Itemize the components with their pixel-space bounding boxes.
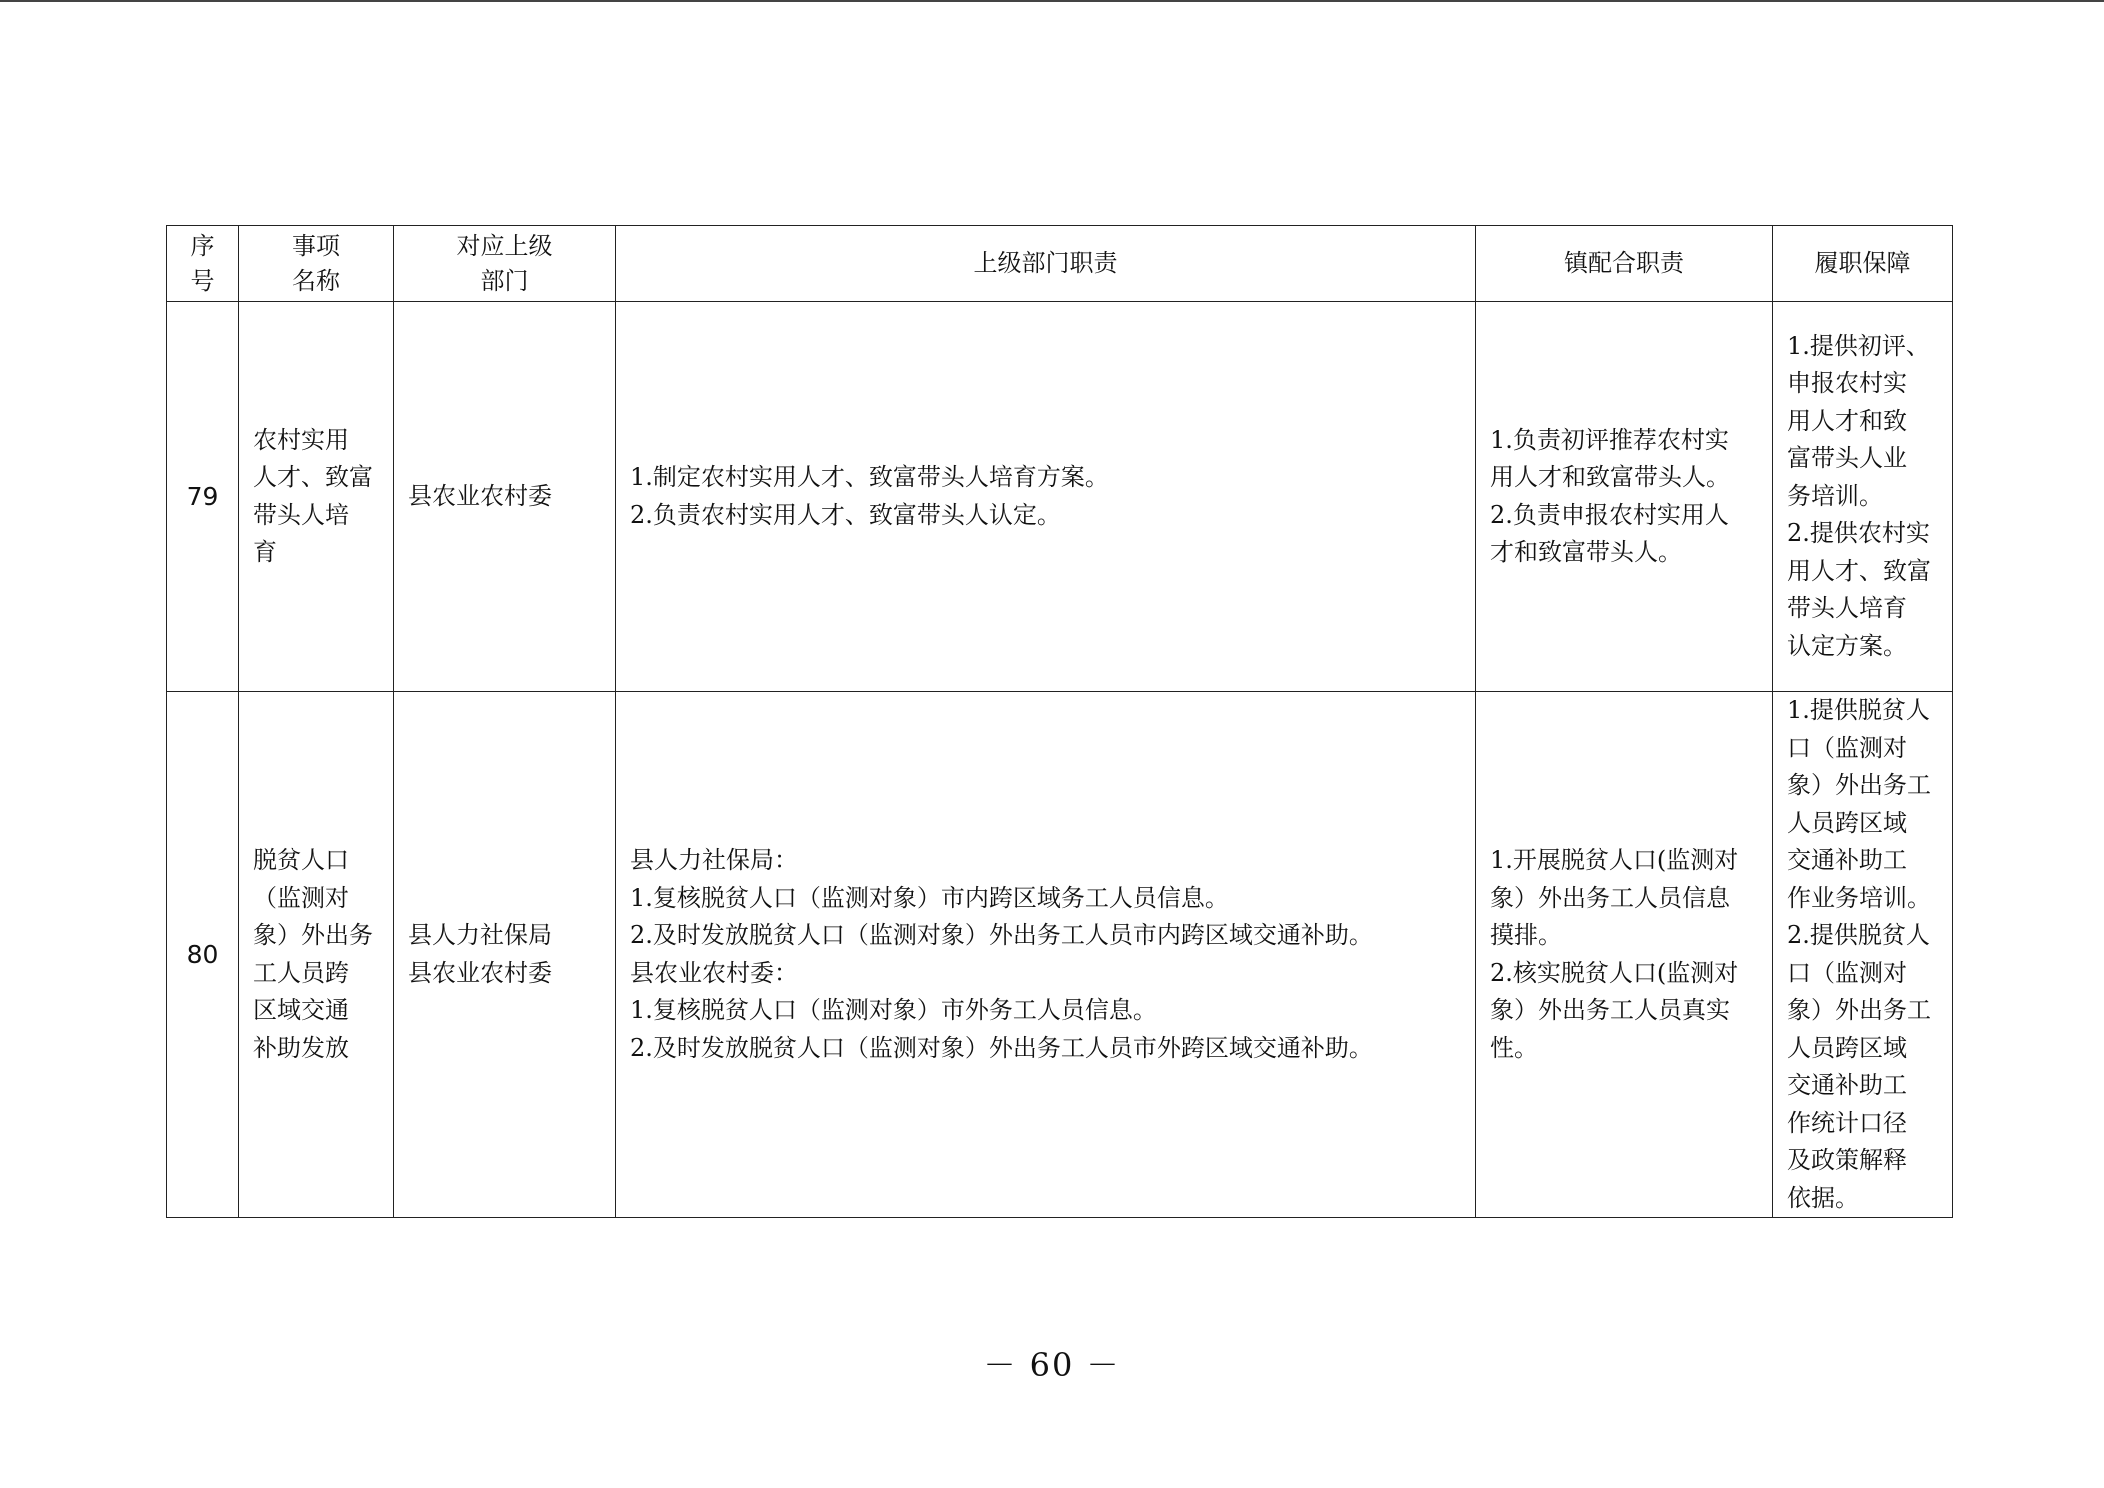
row-town-duty (1476, 692, 1773, 1218)
header-dept-line: 对应上级 (456, 231, 553, 260)
header-town-duty: 镇配合职责 (1476, 226, 1773, 302)
town-duty-line: 用人才和致富带头人。 (1490, 463, 1730, 491)
top-border-line (0, 0, 2104, 2)
item-line: 人才、致富 (253, 463, 373, 491)
item-line: 象）外出务 (253, 921, 373, 949)
row-department (394, 302, 616, 692)
guarantee-line: 1.提供初评、 (1787, 331, 1930, 360)
town-duty-line: 才和致富带头人。 (1490, 538, 1682, 566)
row-town-duty (1476, 302, 1773, 692)
table-header-row (167, 226, 1953, 302)
item-line: 区域交通 (253, 996, 349, 1024)
guarantee-line: 及政策解释 (1787, 1146, 1907, 1174)
upper-duty-line: 1.复核脱贫人口（监测对象）市内跨区域务工人员信息。 (630, 883, 1229, 912)
duty-table (166, 225, 1953, 1218)
guarantee-line: 申报农村实 (1787, 369, 1907, 398)
guarantee-line: 作统计口径 (1787, 1108, 1907, 1137)
header-upper-department (394, 226, 616, 302)
header-dept-line: 部门 (480, 266, 529, 295)
table-row (167, 692, 1953, 1218)
guarantee-line: 2.提供脱贫人 (1787, 921, 1930, 949)
guarantee-line: 1.提供脱贫人 (1787, 696, 1930, 724)
upper-duty-line: 2.及时发放脱贫人口（监测对象）外出务工人员市外跨区域交通补助。 (630, 1033, 1373, 1062)
guarantee-line: 带头人培育 (1787, 594, 1907, 623)
item-line: 育 (253, 538, 277, 566)
guarantee-line: 口（监测对 (1787, 958, 1907, 987)
header-item-line: 事项 (292, 231, 340, 260)
guarantee-line: 2.提供农村实 (1787, 519, 1930, 548)
item-line: 带头人培 (253, 500, 349, 529)
item-line: 脱贫人口 (253, 846, 349, 874)
town-duty-line: 2.负责申报农村实用人 (1490, 500, 1729, 529)
guarantee-line: 人员跨区域 (1787, 808, 1907, 837)
item-line: （监测对 (253, 883, 349, 912)
header-guarantee: 履职保障 (1773, 226, 1953, 302)
upper-duty-line: 县人力社保局： (630, 846, 798, 874)
row-guarantee (1773, 302, 1953, 692)
town-duty-line: 象）外出务工人员信息 (1490, 883, 1730, 912)
upper-duty-line: 1.复核脱贫人口（监测对象）市外务工人员信息。 (630, 996, 1157, 1024)
row-upper-duty (616, 692, 1476, 1218)
row-department (394, 692, 616, 1218)
town-duty-line: 1.开展脱贫人口(监测对 (1490, 846, 1739, 874)
upper-duty-line: 1.制定农村实用人才、致富带头人培育方案。 (630, 463, 1109, 491)
header-seq (167, 226, 239, 302)
guarantee-line: 交通补助工 (1787, 1071, 1907, 1099)
guarantee-line: 富带头人业 (1787, 444, 1907, 473)
guarantee-line: 交通补助工 (1787, 846, 1907, 874)
header-item-line: 名称 (292, 266, 340, 295)
guarantee-line: 口（监测对 (1787, 733, 1907, 762)
town-duty-line: 1.负责初评推荐农村实 (1490, 425, 1729, 454)
town-duty-line: 象）外出务工人员真实 (1490, 996, 1730, 1024)
upper-duty-line: 县农业农村委： (630, 958, 798, 987)
town-duty-line: 性。 (1490, 1033, 1538, 1062)
row-seq: 79 (167, 302, 239, 692)
dept-line: 县农业农村委 (408, 958, 552, 987)
page-number: － 60 － (983, 1346, 1121, 1384)
town-duty-line: 摸排。 (1490, 921, 1562, 949)
guarantee-line: 用人才、致富 (1787, 556, 1931, 585)
dept-line: 县人力社保局 (408, 921, 552, 949)
row-upper-duty (616, 302, 1476, 692)
header-upper-duty: 上级部门职责 (616, 226, 1476, 302)
upper-duty-line: 2.负责农村实用人才、致富带头人认定。 (630, 500, 1061, 529)
dept-line: 县农业农村委 (408, 481, 552, 510)
guarantee-line: 象）外出务工 (1787, 996, 1931, 1024)
row-item-name (239, 302, 394, 692)
header-seq-line: 序 (190, 231, 215, 260)
town-duty-line: 2.核实脱贫人口(监测对 (1490, 958, 1739, 987)
guarantee-line: 象）外出务工 (1787, 771, 1931, 799)
guarantee-line: 用人才和致 (1787, 406, 1907, 435)
upper-duty-line: 2.及时发放脱贫人口（监测对象）外出务工人员市内跨区域交通补助。 (630, 921, 1373, 949)
row-guarantee (1773, 692, 1953, 1218)
guarantee-line: 依据。 (1787, 1183, 1859, 1212)
guarantee-line: 务培训。 (1787, 481, 1883, 510)
row-item-name (239, 692, 394, 1218)
item-line: 补助发放 (253, 1033, 349, 1062)
header-item-name (239, 226, 394, 302)
guarantee-line: 认定方案。 (1787, 631, 1907, 660)
header-seq-line: 号 (190, 266, 215, 295)
table-row (167, 302, 1953, 692)
guarantee-line: 人员跨区域 (1787, 1033, 1907, 1062)
item-line: 农村实用 (253, 425, 349, 454)
row-seq: 80 (167, 692, 239, 1218)
item-line: 工人员跨 (253, 958, 349, 987)
guarantee-line: 作业务培训。 (1787, 883, 1931, 912)
